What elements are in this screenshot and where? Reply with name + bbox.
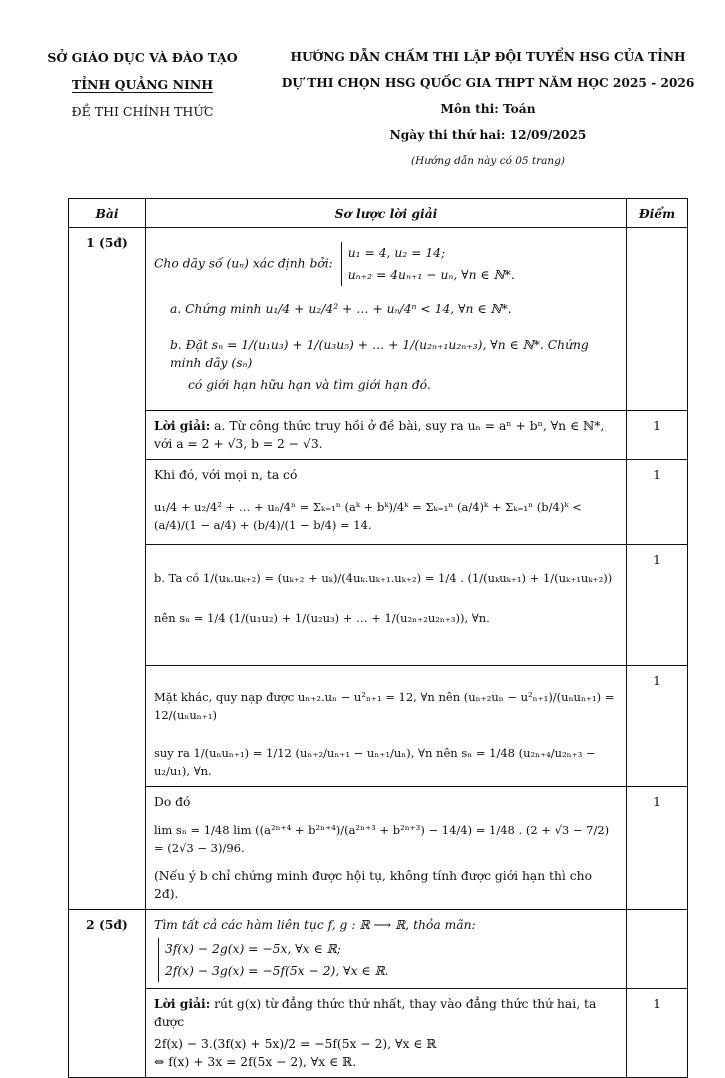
- step-2-text: [146, 460, 627, 545]
- table-header-row: [69, 199, 688, 228]
- problem-2-label: 2 (5đ): [69, 910, 146, 1078]
- doc-title-2: DỰ THI CHỌN HSG QUỐC GIA THPT NĂM HỌC 2025 - 2026: [281, 76, 695, 90]
- problem-1-part-b-line2: có giới hạn hữu hạn và tìm giới hạn đó.: [188, 378, 431, 392]
- problem-1-label: 1 (5đ): [69, 228, 146, 910]
- step-3-line1: b. Ta có 1/(uₖ.uₖ₊₂) = (uₖ₊₂ + uₖ)/(4uₖ.uₖ₊₁.uₖ₊₂) = 1/4 . (1/(uₖuₖ₊₁) + 1/(uₖ₊₁uₖ₊₂)): [154, 571, 613, 585]
- step-1-points: 1: [627, 411, 688, 460]
- step-2-formula: u₁/4 + u₂/4² + … + uₙ/4ⁿ = Σₖ₌₁ⁿ (aᵏ + bᵏ)/4ᵏ = Σₖ₌₁ⁿ (a/4)ᵏ + Σₖ₌₁ⁿ (b/4)ᵏ < (a/4)/(1 − a/4) + (b/4)/(1 − b/4) = 14.: [154, 500, 582, 532]
- problem-2-statement: [146, 910, 627, 989]
- step-5-text: [146, 787, 627, 910]
- step-1-row: [69, 411, 688, 460]
- step-2-points: 1: [627, 460, 688, 545]
- step-6-text: [146, 989, 627, 1078]
- step-3-line2: nên sₙ = 1/4 (1/(u₁u₂) + 1/(u₂u₃) + … + 1/(u₂ₙ₊₂u₂ₙ₊₃)), ∀n.: [154, 611, 490, 625]
- step-5-row: [69, 787, 688, 910]
- step-3-points: 1: [627, 545, 688, 666]
- problem-2-intro: Tìm tất cả các hàm liên tục f, g : ℝ ⟶ ℝ, thỏa mãn:: [154, 918, 476, 932]
- step-6-row: [69, 989, 688, 1078]
- title-block: [268, 44, 708, 174]
- step-5-points: 1: [627, 787, 688, 910]
- step-6-line2: 2f(x) − 3.(3f(x) + 5x)/2 = −5f(5x − 2), ∀x ∈ ℝ: [154, 1037, 437, 1051]
- problem-1-system: [341, 242, 515, 286]
- problem-1-part-a: a. Chứng minh u₁/4 + u₂/4² + … + uₙ/4ⁿ < 14, ∀n ∈ ℕ*.: [170, 302, 512, 316]
- col-header-points: Điểm: [627, 199, 688, 228]
- step-4-points: 1: [627, 666, 688, 787]
- col-header-problem: Bài: [69, 199, 146, 228]
- step-3-row: [69, 545, 688, 666]
- step-1-text: [146, 411, 627, 460]
- problem-2-system: [158, 938, 389, 982]
- solution-table: [68, 198, 688, 1078]
- step-6-points: 1: [627, 989, 688, 1078]
- step-1-line1: a. Từ công thức truy hồi ở đề bài, suy ra uₙ = aⁿ + bⁿ, ∀n ∈ ℕ*,: [214, 419, 605, 433]
- problem-1-row: [69, 228, 688, 411]
- problem-2-sys-eq2: 2f(x) − 3g(x) = −5f(5x − 2), ∀x ∈ ℝ.: [165, 964, 389, 978]
- step-1-line2: với a = 2 + √3, b = 2 − √3.: [154, 437, 323, 451]
- solution-label-2: Lời giải:: [154, 996, 211, 1011]
- step-2-line1: Khi đó, với mọi n, ta có: [154, 468, 298, 482]
- step-4-line2: suy ra 1/(uₙuₙ₊₁) = 1/12 (uₙ₊₂/uₙ₊₁ − uₙ₊₁/uₙ), ∀n nên sₙ = 1/48 (u₂ₙ₊₄/u₂ₙ₊₃ − u₂/u₁), ∀n.: [154, 746, 596, 778]
- step-3-text: [146, 545, 627, 666]
- problem-1-points-empty: [627, 228, 688, 411]
- problem-1-part-b-line1: b. Đặt sₙ = 1/(u₁u₃) + 1/(u₃u₅) + … + 1/(u₂ₙ₊₁u₂ₙ₊₃), ∀n ∈ ℕ*. Chứng minh dãy (sₙ): [170, 338, 589, 370]
- problem-1-statement: [146, 228, 627, 411]
- problem-1-sys-eq2: uₙ₊₂ = 4uₙ₊₁ − uₙ, ∀n ∈ ℕ*.: [347, 268, 515, 282]
- exam-date: Ngày thi thứ hai: 12/09/2025: [389, 128, 587, 142]
- problem-2-row: [69, 910, 688, 989]
- step-5-line1: Do đó: [154, 795, 191, 809]
- problem-2-points-empty: [627, 910, 688, 989]
- issuer-province: TỈNH QUẢNG NINH: [71, 77, 214, 92]
- page-count-note: (Hướng dẫn này có 05 trang): [410, 155, 566, 167]
- doc-title-1: HƯỚNG DẪN CHẤM THI LẬP ĐỘI TUYỂN HSG CỦA TỈNH: [290, 50, 686, 64]
- issuer-dept: SỞ GIÁO DỤC VÀ ĐÀO TẠO: [47, 50, 238, 65]
- step-4-line1: Mặt khác, quy nạp được uₙ₊₂.uₙ − u²ₙ₊₁ = 12, ∀n nên (uₙ₊₂uₙ − u²ₙ₊₁)/(uₙuₙ₊₁) = 12/(uₙuₙ₊₁): [154, 690, 615, 722]
- subject: Môn thi: Toán: [440, 102, 536, 116]
- step-6-line1: rút g(x) từ đẳng thức thứ nhất, thay vào đẳng thức thứ hai, ta được: [154, 997, 597, 1029]
- solution-label: Lời giải:: [154, 418, 211, 433]
- exam-status: ĐỀ THI CHÍNH THỨC: [71, 104, 214, 119]
- step-6-line3: ⇔ f(x) + 3x = 2f(5x − 2), ∀x ∈ ℝ.: [154, 1055, 357, 1069]
- issuer-block: [30, 44, 255, 125]
- problem-2-sys-eq1: 3f(x) − 2g(x) = −5x, ∀x ∈ ℝ;: [165, 942, 341, 956]
- step-4-text: [146, 666, 627, 787]
- problem-1-intro: Cho dãy số (uₙ) xác định bởi:: [154, 256, 333, 271]
- step-2-row: [69, 460, 688, 545]
- step-5-note: (Nếu ý b chỉ chứng minh được hội tụ, không tính được giới hạn thì cho 2đ).: [154, 869, 592, 901]
- step-5-line2: lim sₙ = 1/48 lim ((a²ⁿ⁺⁴ + b²ⁿ⁺⁴)/(a²ⁿ⁺³ + b²ⁿ⁺³) − 14/4) = 1/48 . (2 + √3 − 7/2) = (2√3 − 3)/96.: [154, 823, 610, 855]
- problem-1-sys-eq1: u₁ = 4, u₂ = 14;: [347, 246, 446, 260]
- step-4-row: [69, 666, 688, 787]
- col-header-solution: Sơ lược lời giải: [146, 199, 627, 228]
